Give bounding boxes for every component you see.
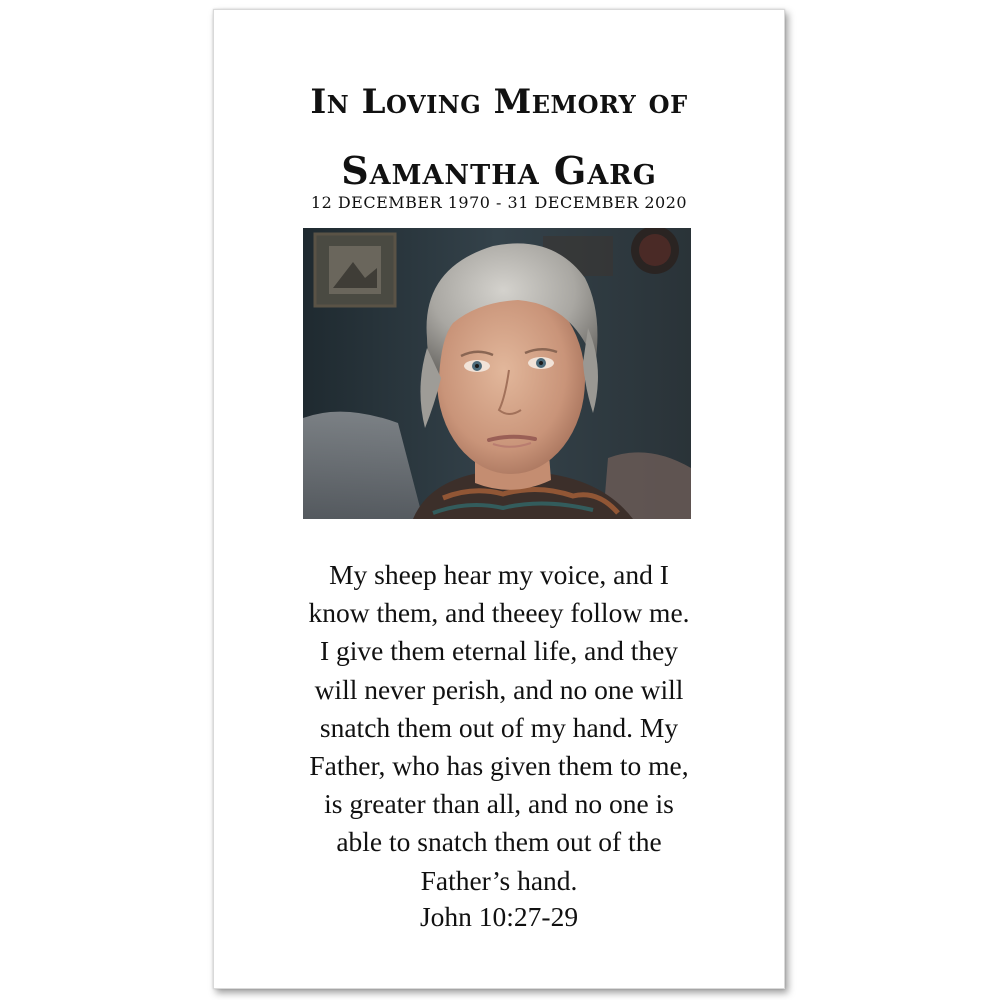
verse-line: Father, who has given them to me, xyxy=(309,750,689,782)
verse-line: will never perish, and no one will xyxy=(314,673,684,705)
deceased-name: Samantha Garg xyxy=(341,148,657,193)
verse-line: able to snatch them out of the xyxy=(336,826,662,858)
verse-line: I give them eternal life, and they xyxy=(319,635,679,667)
verse-line: snatch them out of my hand. My xyxy=(319,711,679,743)
memorial-heading: In Loving Memory of xyxy=(310,82,688,122)
memorial-card xyxy=(213,9,785,989)
verse-line: Father’s hand. xyxy=(420,864,578,896)
verse-line: My sheep hear my voice, and I xyxy=(329,559,669,590)
bible-verse xyxy=(254,556,744,900)
verse-line: know them, and theeey follow me. xyxy=(308,597,690,629)
portrait-photo xyxy=(303,228,691,519)
life-dates: 12 DECEMBER 1970 - 31 DECEMBER 2020 xyxy=(310,193,688,212)
verse-line: is greater than all, and no one is xyxy=(324,788,674,820)
verse-reference: John 10:27-29 xyxy=(419,901,579,932)
